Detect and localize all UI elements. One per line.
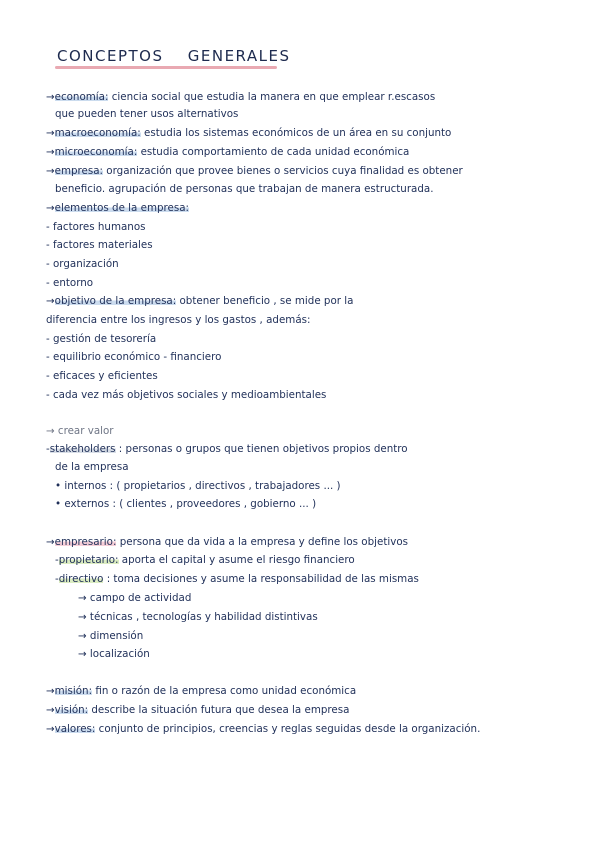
note-line: - factores materiales <box>46 239 153 251</box>
note-line: →empresa: organización que provee bienes o servicios cuya finalidad es obtener <box>46 165 463 177</box>
note-line: →economía: ciencia social que estudia la manera en que emplear r.escasos <box>46 91 436 103</box>
note-line: beneficio. agrupación de personas que trabajan de manera estructurada. <box>55 183 434 195</box>
note-line: - factores humanos <box>46 221 146 233</box>
note-line: - eficaces y eficientes <box>46 370 158 382</box>
note-line: →misión: fin o razón de la empresa como unidad económica <box>46 685 357 697</box>
note-line: - entorno <box>46 277 94 289</box>
note-line: -stakeholders : personas o grupos que tienen objetivos propios dentro <box>46 443 408 455</box>
note-line: -propietario: aporta el capital y asume el riesgo financiero <box>55 554 355 566</box>
note-line: que pueden tener usos alternativos <box>55 108 239 120</box>
note-line: →visión: describe la situación futura que desea la empresa <box>46 704 350 716</box>
title-underline <box>55 66 277 69</box>
note-line: - equilibrio económico - financiero <box>46 351 222 363</box>
page-title: CONCEPTOS GENERALES <box>57 47 291 65</box>
note-line: →objetivo de la empresa: obtener beneficio , se mide por la <box>46 295 354 307</box>
note-line: -directivo : toma decisiones y asume la responsabilidad de las mismas <box>55 573 419 585</box>
note-line: → crear valor <box>46 425 114 437</box>
note-line: - organización <box>46 258 119 270</box>
note-line: • externos : ( clientes , proveedores , gobierno ... ) <box>55 498 317 510</box>
note-line: de la empresa <box>55 461 129 473</box>
note-line: →valores: conjunto de principios, creencias y reglas seguidas desde la organización. <box>46 723 481 735</box>
note-line: - gestión de tesorería <box>46 333 157 345</box>
note-line: → localización <box>78 648 150 660</box>
note-line: - cada vez más objetivos sociales y medioambientales <box>46 389 327 401</box>
note-line: diferencia entre los ingresos y los gastos , además: <box>46 314 311 326</box>
note-line: →microeconomía: estudia comportamiento de cada unidad económica <box>46 146 410 158</box>
note-line: →elementos de la empresa: <box>46 202 190 214</box>
note-line: • internos : ( propietarios , directivos , trabajadores ... ) <box>55 480 341 492</box>
note-line: → técnicas , tecnologías y habilidad distintivas <box>78 611 318 623</box>
note-line: → campo de actividad <box>78 592 192 604</box>
note-line: →macroeconomía: estudia los sistemas económicos de un área en su conjunto <box>46 127 452 139</box>
note-line: → dimensión <box>78 630 144 642</box>
note-line: →empresario: persona que da vida a la empresa y define los objetivos <box>46 536 408 548</box>
